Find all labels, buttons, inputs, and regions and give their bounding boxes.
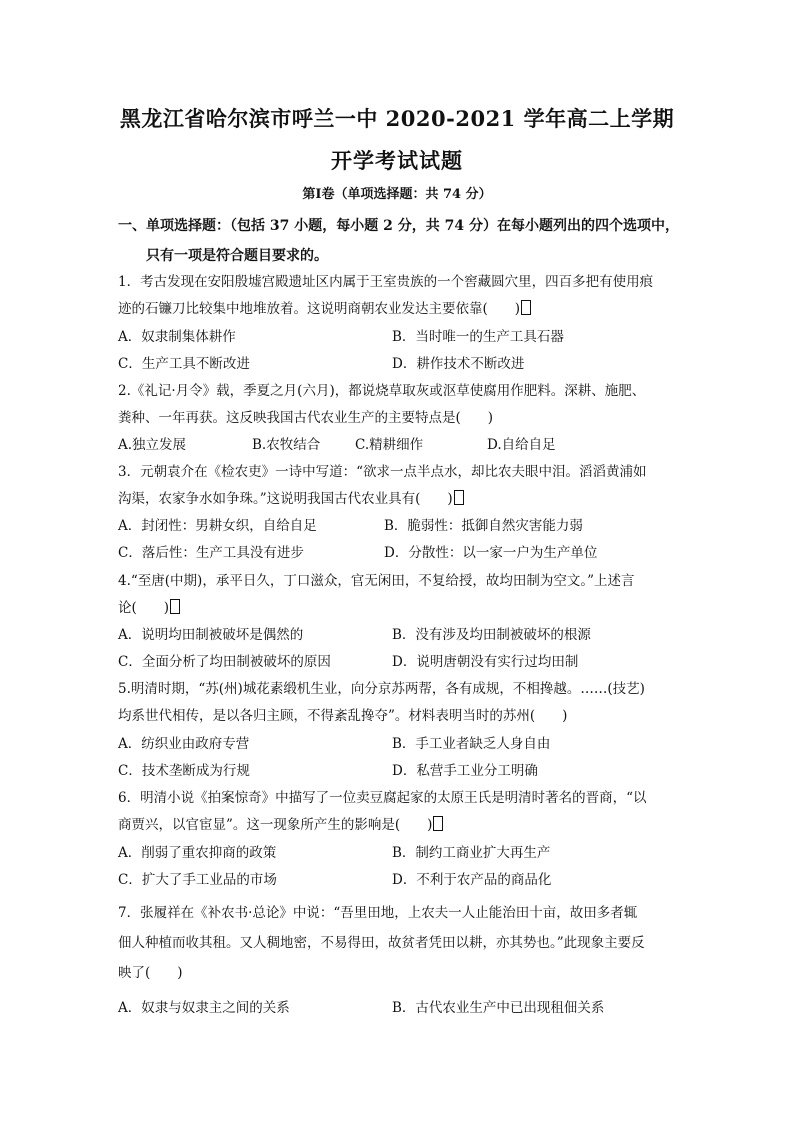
- q1-option-c: C．生产工具不断改进: [118, 356, 250, 372]
- q4-option-d: D．说明唐朝没有实行过均田制: [392, 654, 579, 670]
- q7-line1: 7．张履祥在《补农书·总论》中说：“吾里田地，上农夫一人止能治田十亩，故田多者辄: [118, 905, 638, 921]
- answer-box-icon: [521, 300, 531, 315]
- q5-option-d: D．私营手工业分工明确: [392, 763, 538, 779]
- q2-line1: 2.《礼记·月令》载，季夏之月(六月)，都说烧草取灰或沤草使腐用作肥料。深耕、施肥、: [118, 383, 646, 399]
- q4-option-a: A．说明均田制被破坏是偶然的: [118, 627, 304, 643]
- q6-line2-text: 商贾兴，以官宦显”。这一现象所产生的影响是( ): [118, 817, 433, 833]
- q6-option-d: D．不利于农产品的商品化: [392, 872, 552, 888]
- q1-option-a: A．奴隶制集体耕作: [118, 329, 236, 345]
- q6-option-b: B．制约工商业扩大再生产: [392, 845, 551, 861]
- q4-option-c: C．全面分析了均田制被破坏的原因: [118, 654, 331, 670]
- answer-box-icon: [170, 599, 180, 614]
- q3-line2-text: 沟渠，农家争水如争珠。”这说明我国古代农业具有( ): [118, 491, 453, 507]
- q4-line2-text: 论( ): [118, 600, 170, 616]
- q5-option-c: C．技术垄断成为行规: [118, 763, 250, 779]
- part-heading: 第Ⅰ卷（单项选择题：共 74 分）: [302, 187, 492, 202]
- exam-subtitle: 开学考试试题: [331, 148, 463, 173]
- q7-line2: 佃人种植而收其租。又人稠地密，不易得田，故贫者凭田以耕，亦其势也。”此现象主要反: [118, 935, 645, 951]
- q1-line1: 1．考古发现在安阳殷墟宫殿遗址区内属于王室贵族的一个窖藏圆穴里，四百多把有使用痕: [118, 274, 654, 290]
- q4-line1: 4.“至唐(中期)，承平日久，丁口滋众，官无闲田，不复给授，故均田制为空文。”上述言: [118, 573, 635, 589]
- q7-option-b: B．古代农业生产中已出现租佃关系: [392, 1000, 605, 1016]
- q5-line1: 5.明清时期，“苏(州)城花素缎机生业，向分京苏两帮，各有成规，不相搀越。……(技艺): [118, 681, 645, 697]
- q3-option-a: A．封闭性：男耕女织，自给自足: [118, 518, 317, 534]
- q4-line2: [118, 598, 688, 618]
- q7-option-a: A．奴隶与奴隶主之间的关系: [118, 1000, 290, 1016]
- q3-line1: 3．元朝袁介在《检农吏》一诗中写道：“欲求一点半点水，却比农夫眼中泪。滔滔黄浦如: [118, 464, 647, 480]
- exam-title: 黑龙江省哈尔滨市呼兰一中 2020-2021 学年高二上学期: [119, 106, 675, 131]
- q5-option-a: A．纺织业由政府专营: [118, 736, 250, 752]
- q2-option-d: D.自给自足: [487, 437, 556, 453]
- section-heading-line2: 只有一项是符合题目要求的。: [146, 248, 328, 264]
- q1-line2: [118, 299, 688, 319]
- q1-line2-text: 迹的石镰刀比较集中地堆放着。这说明商朝农业发达主要依靠( ): [118, 301, 521, 317]
- q5-line2: 均系世代相传，是以各归主顾，不得紊乱搀夺”。材料表明当时的苏州( ): [118, 708, 568, 724]
- q3-line2: [118, 489, 688, 509]
- q2-option-b: B.农牧结合: [252, 437, 321, 453]
- q5-option-b: B．手工业者缺乏人身自由: [392, 736, 551, 752]
- q6-line1: 6．明清小说《拍案惊奇》中描写了一位卖豆腐起家的太原王氏是明清时著名的晋商，“以: [118, 790, 647, 806]
- q2-line2: 粪种、一年再获。这反映我国古代农业生产的主要特点是( ): [118, 410, 494, 426]
- section-heading-line1: 一、单项选择题：（包括 37 小题，每小题 2 分，共 74 分）在每小题列出的四个选项中，: [118, 218, 679, 234]
- q1-option-b: B．当时唯一的生产工具石器: [392, 329, 564, 345]
- q6-option-c: C．扩大了手工业品的市场: [118, 872, 277, 888]
- q2-option-c: C.精耕细作: [355, 437, 424, 453]
- q6-option-a: A．削弱了重农抑商的政策: [118, 845, 277, 861]
- q1-option-d: D．耕作技术不断改进: [392, 356, 525, 372]
- q3-option-d: D．分散性：以一家一户为生产单位: [384, 545, 598, 561]
- q4-option-b: B．没有涉及均田制被破坏的根源: [392, 627, 591, 643]
- q7-line3: 映了( ): [118, 965, 183, 981]
- answer-box-icon: [433, 816, 443, 831]
- q6-line2: [118, 815, 688, 835]
- q3-option-c: C．落后性：生产工具没有进步: [118, 545, 304, 561]
- q2-option-a: A.独立发展: [118, 437, 187, 453]
- q3-option-b: B．脆弱性：抵御自然灾害能力弱: [384, 518, 583, 534]
- answer-box-icon: [454, 490, 464, 505]
